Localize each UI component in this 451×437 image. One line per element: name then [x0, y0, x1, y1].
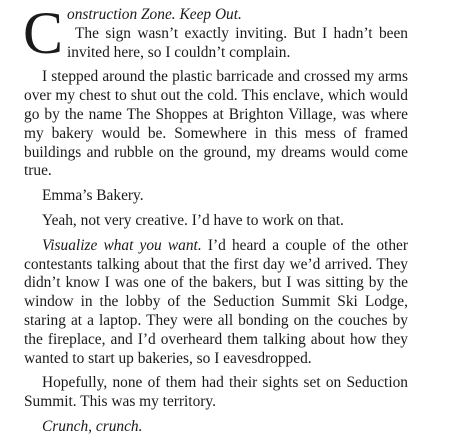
paragraph-italic-text: Crunch, crunch.: [42, 417, 143, 435]
paragraph: [24, 68, 408, 181]
paragraph: [24, 237, 408, 369]
paragraph: [24, 212, 408, 231]
opening-paragraph: [23, 0, 408, 66]
drop-cap: C: [23, 0, 64, 66]
paragraph-italic-text: Visualize what you want.: [42, 236, 202, 254]
paragraph-text: Hopefully, none of them had their sights set on Seduction Summit. This was my territory.: [24, 374, 408, 411]
paragraph-text: Emma’s Bakery.: [42, 187, 144, 205]
paragraph: [24, 374, 408, 412]
paragraph-text: I’d heard a couple of the other contestants talking about that the first day we’d arrived. They didn’t know I was one of the bakers, but I was sitting by the window in the lobby of the Seduction Summit Ski Lodge, staring at a laptop. They were all bonding on the couches by the fireplace, and I’d overheard them talking about how they wanted to start up bakeries, so I eavesdropped.: [24, 236, 408, 367]
book-page: [23, 0, 408, 437]
opening-italic-line: onstruction Zone. Keep Out.: [67, 6, 242, 23]
paragraph-text: I stepped around the plastic barricade and crossed my arms over my chest to shut out the cold. This enclave, which would go by the name The Shoppes at Brighton Village, was where my bakery would be. Somewhere in this mess of framed buildings and rubble on the ground, my dreams would come true.: [24, 68, 408, 180]
paragraph-text: Yeah, not very creative. I’d have to work on that.: [42, 211, 344, 229]
paragraph: [24, 418, 408, 437]
opening-paragraph-text: The sign wasn’t exactly inviting. But I hadn’t been invited here, so I couldn’t complain.: [67, 24, 408, 61]
paragraph: [24, 187, 408, 206]
